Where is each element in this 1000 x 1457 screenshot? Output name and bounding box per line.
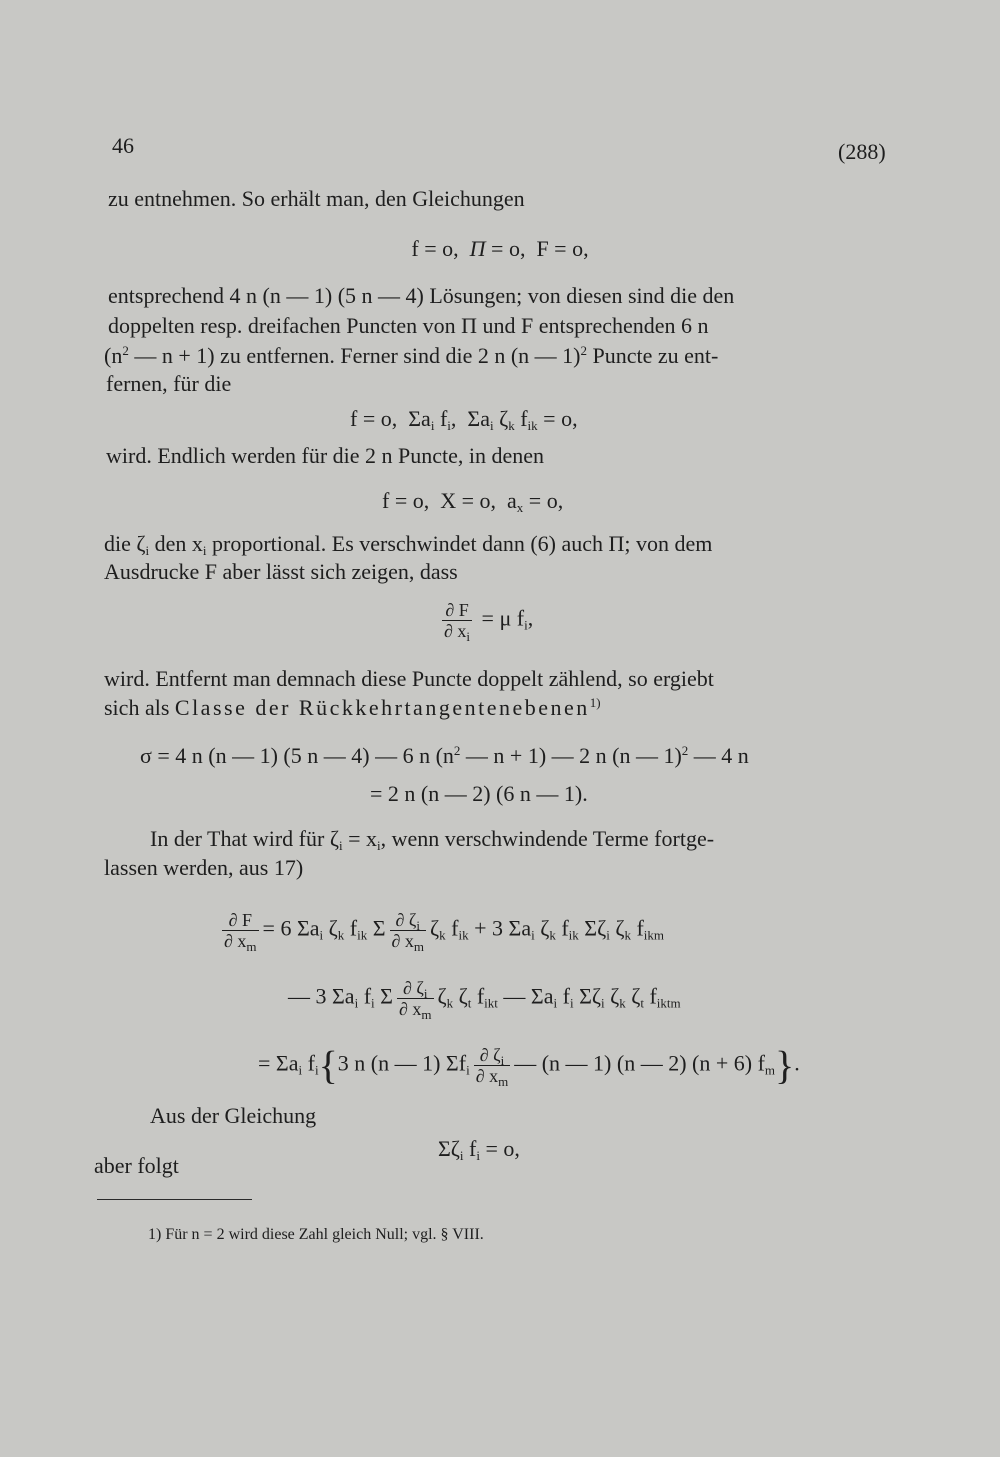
text-fragment: die (104, 531, 137, 556)
text-line-14: aber folgt (94, 1153, 179, 1178)
superscript: 2 (580, 343, 588, 358)
text-fragment: proportional. Es verschwindet dann (6) auch Π; von dem (206, 531, 713, 556)
text-fragment: , wenn verschwindende Terme fortge- (380, 826, 715, 851)
equation-5-line-2: = 2 n (n — 2) (6 n — 1). (370, 781, 588, 806)
text-line-8: Ausdrucke F aber lässt sich zeigen, dass (104, 559, 458, 584)
equation-6-line-2: — 3 $\Sigma a_i$ $f_i$ Σ $\frac{\partial \zeta_i}{\partial x_m}$ $\zeta_k$ $\zeta_t$ $f_{ikt}$ — $\Sigma a_i$ $f_i$ $\Sigma\zeta_i$ $\zeta_k$ $\zeta_t$ $f_{iktm}$ (288, 978, 681, 1022)
fraction-numerator: ∂ F (442, 600, 472, 621)
text-fragment: = x (342, 826, 377, 851)
text-line-13: Aus der Gleichung (150, 1103, 317, 1128)
superscript: 2 (122, 343, 129, 358)
equation-1-text: f = o, Π = o, F = o, (411, 236, 589, 261)
text-fragment: σ = 4 n (n — 1) (5 n — 4) — 6 n (n (140, 743, 454, 768)
text-fragment: den x (149, 531, 203, 556)
page-reference: (288) (838, 139, 886, 164)
equation-2: f = o, $\Sigma a_i$ $f_i$, $\Sigma a_i$ $\zeta_k$ $f_{ik} = o$, (350, 406, 578, 433)
equation-4: $\frac{\partial F}{\partial x_i}$ = μ $f_i$, (444, 600, 534, 644)
equation-3: f = o, X = o, $a_x = o$, (382, 488, 564, 515)
text-line-7: die $\zeta_i$ den $x_i$ proportional. Es verschwindet dann (6) auch Π; von dem (104, 531, 713, 558)
text-fragment: sich als (104, 695, 175, 720)
footnote-separator (97, 1199, 252, 1200)
text-fragment: — n + 1) — 2 n (n — 1) (460, 743, 682, 768)
equation-1 (0, 235, 1000, 263)
text-line-3: doppelten resp. dreifachen Puncten von Π und F entsprechenden 6 n (108, 313, 709, 338)
text-line-5: fernen, für die (106, 371, 232, 396)
text-fragment: (n (104, 343, 123, 368)
text-line-2: entsprechend 4 n (n — 1) (5 n — 4) Lösungen; von diesen sind die den (108, 283, 735, 308)
text-line-4 (104, 342, 718, 370)
text-line-10 (104, 694, 601, 722)
equation-6-line-3: = $\Sigma a_i$ $f_i\{3$ n (n — 1) $\Sigma f_i$ $\frac{\partial \zeta_i}{\partial x_m}$ — (n — 1) (n — 2) (n + 6) $f_m$}. (258, 1042, 800, 1089)
footnote-text: 1) Für n = 2 wird diese Zahl gleich Null; vgl. § VIII. (148, 1226, 484, 1243)
spaced-term: Classe der Rückkehrtangentenebenen (174, 695, 590, 720)
equation-6-line-1: $\frac{\partial F}{\partial x_m}$ = 6 $\Sigma a_i$ $\zeta_k$ $f_{ik}$ Σ $\frac{\partial \zeta_i}{\partial x_m}$ $\zeta_k$ $f_{ik} + 3$ $\Sigma a_i$ $\zeta_k$ $f_{ik}$ $\Sigma\zeta_i$ $\zeta_k$ $f_{ikm}$ (224, 910, 664, 954)
equation-5-line-1: σ = 4 n (n — 1) (5 n — 4) — 6 n ($n^2$ — n + 1) — 2 n (n — 1)$^2$ — 4 n (140, 743, 749, 768)
text-fragment: — 4 n (688, 743, 749, 768)
text-line-11: In der That wird für $\zeta_i = x_i$, wenn verschwindende Terme fortge- (150, 826, 715, 853)
equation-rhs: = μ f (476, 605, 525, 631)
text-fragment: Puncte zu ent- (587, 343, 719, 368)
text-line-9: wird. Entfernt man demnach diese Puncte doppelt zählend, so ergiebt (104, 666, 714, 691)
footnote-marker: 1) (589, 695, 601, 710)
text-line-6: wird. Endlich werden für die 2 n Puncte, in denen (106, 443, 545, 468)
fraction-denominator: ∂ $x_i$ (444, 621, 471, 644)
equation-7: $\Sigma\zeta_i$ $f_i = o$, (438, 1136, 520, 1163)
text-fragment: — n + 1) zu entfernen. Ferner sind die 2 n (n — 1) (128, 343, 581, 368)
text-line-1: zu entnehmen. So erhält man, den Gleichungen (108, 186, 525, 211)
text-fragment: In der That wird für (150, 826, 330, 851)
page-number: 46 (112, 133, 134, 158)
text-line-12: lassen werden, aus 17) (104, 855, 304, 880)
